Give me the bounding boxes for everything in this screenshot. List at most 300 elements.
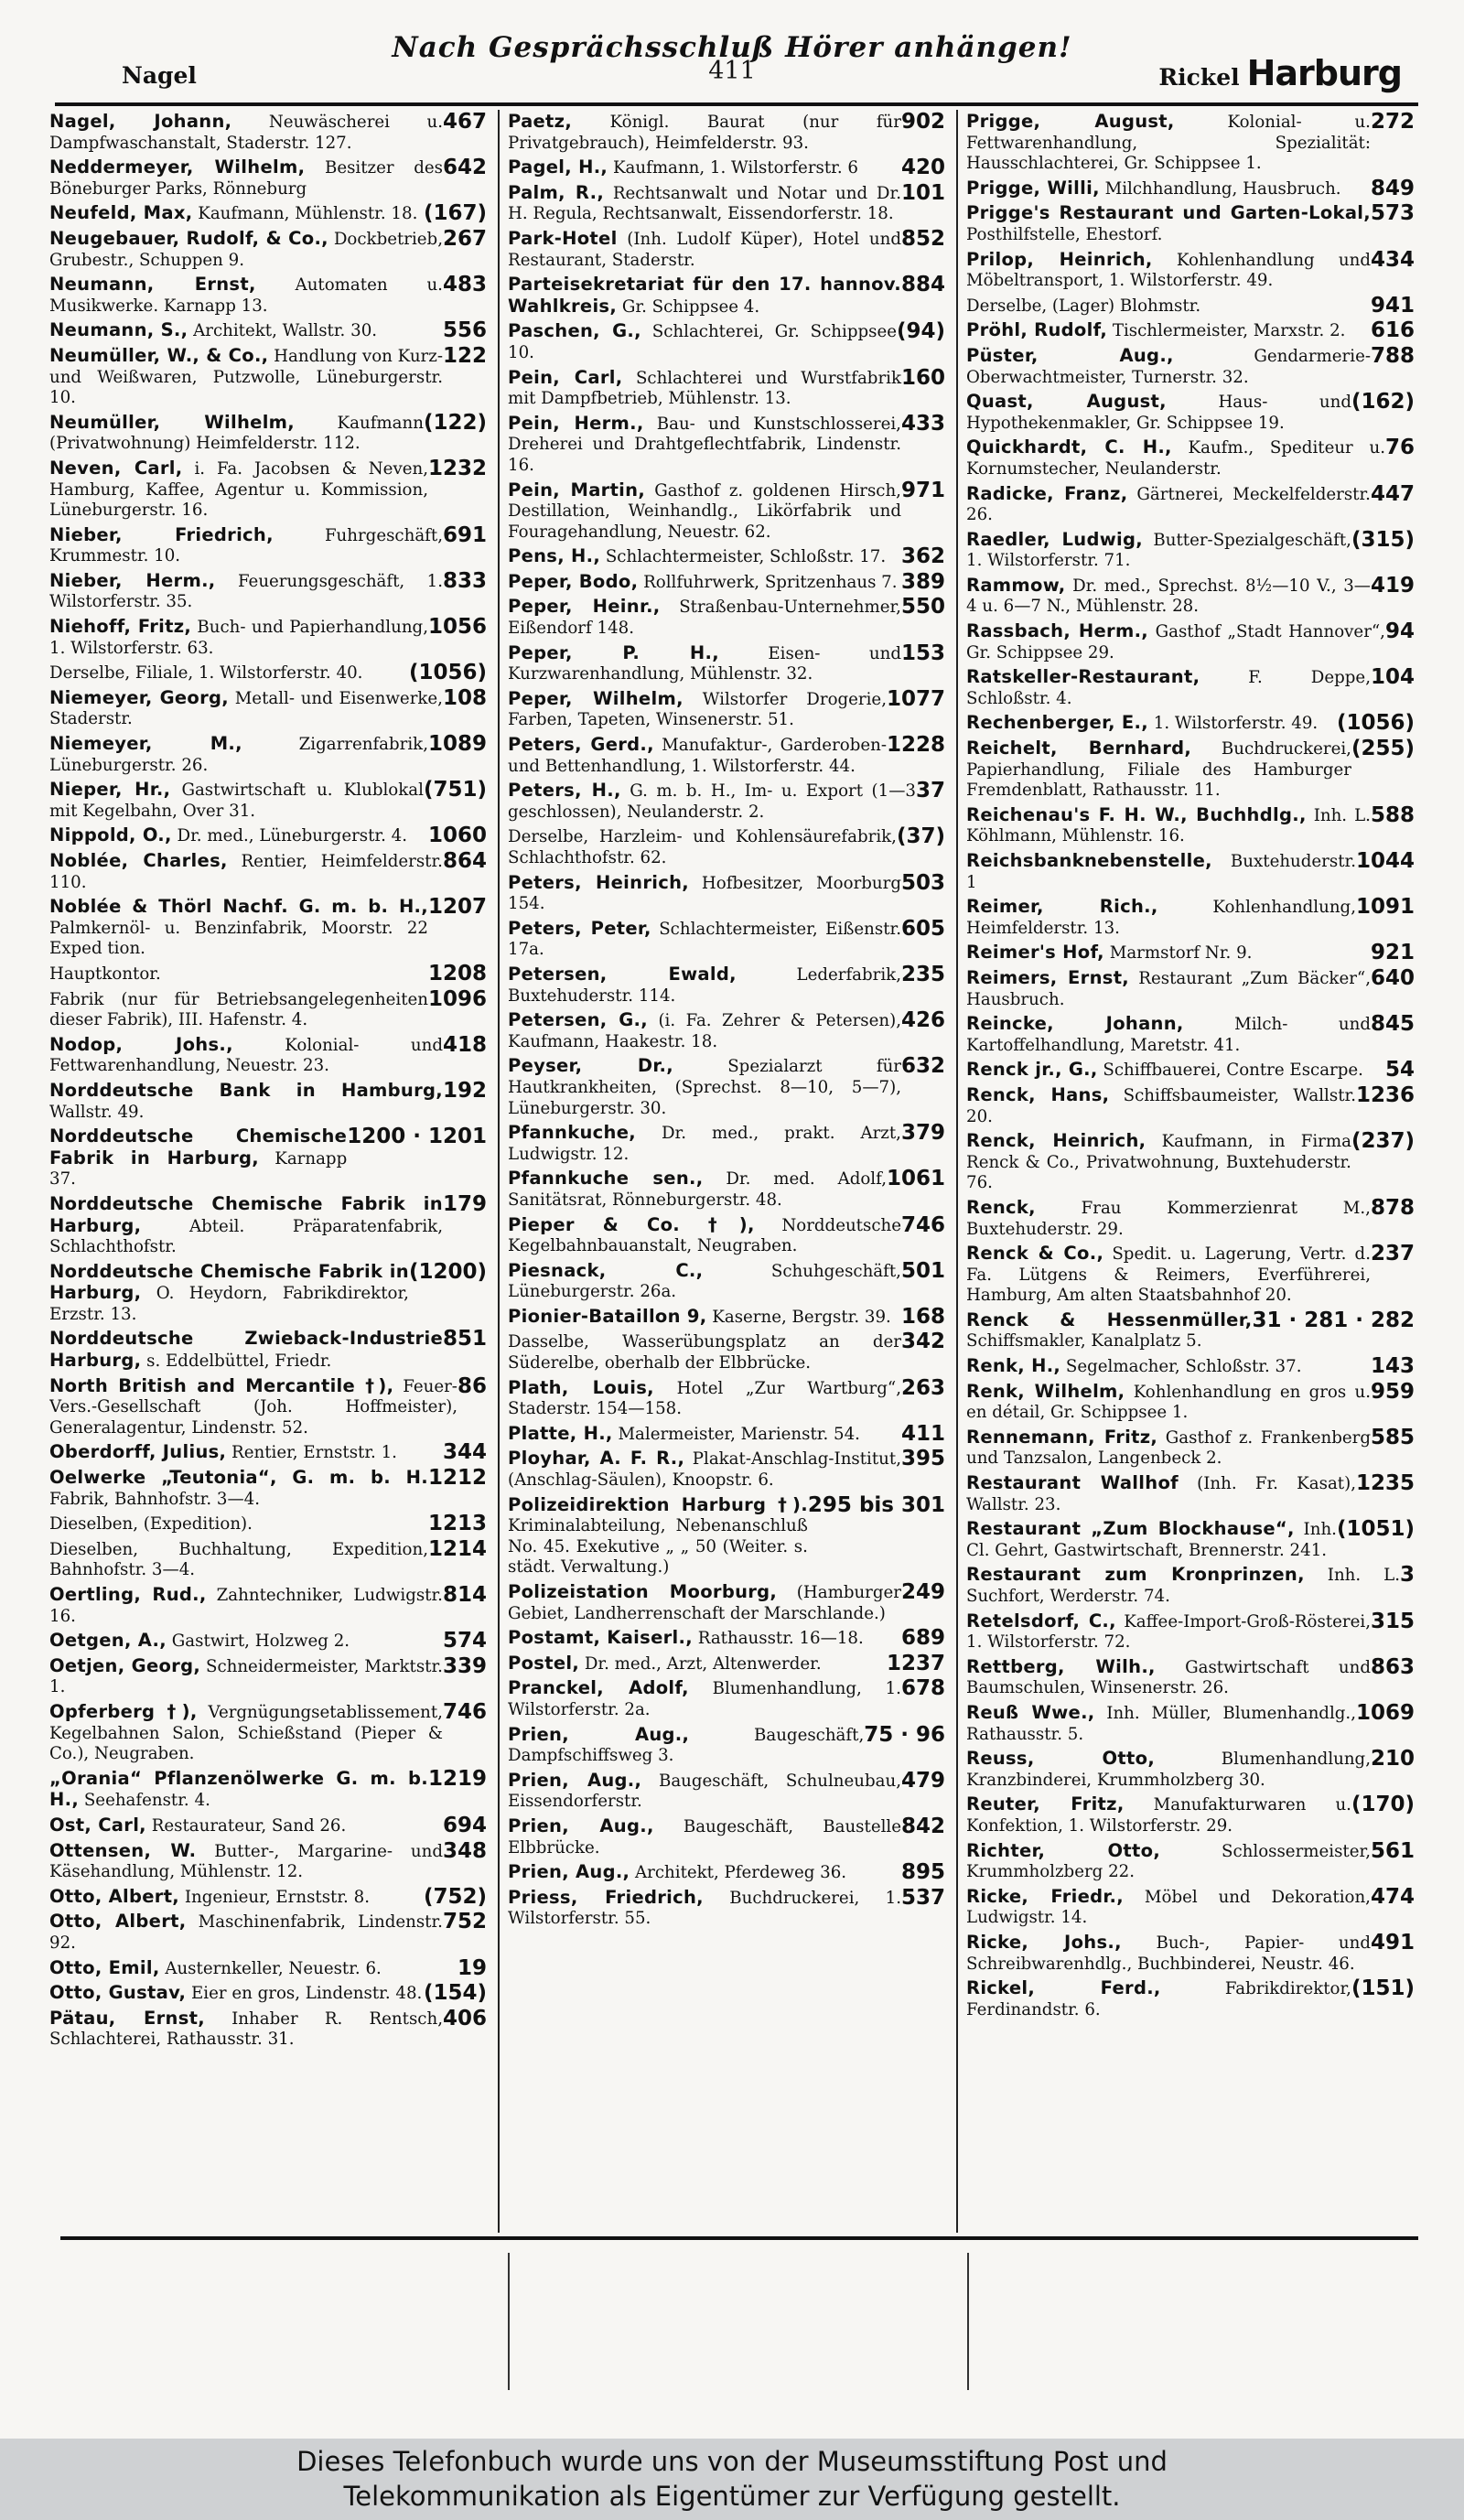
entry-name: Pfannkuche sen.,: [508, 1168, 704, 1190]
entry-details: Dasselbe, Wasserübungsplatz an der Süderelbe, oberhalb der Elbbrücke.: [508, 1332, 901, 1373]
entry-name: Peper, Heinr.,: [508, 596, 661, 618]
directory-entry: [966, 1700, 1415, 1745]
phone-number: 746: [900, 1212, 945, 1237]
entry-details: Austernkeller, Neuestr. 6.: [165, 1958, 382, 1978]
phone-number: 788: [1370, 343, 1415, 368]
entry-name: Opferberg †),: [49, 1700, 198, 1722]
bottom-rule: [60, 2236, 1418, 2240]
footer-line-1: Dieses Telefonbuch wurde uns von der Museumsstiftung Post und: [296, 2446, 1168, 2477]
directory-entry: [966, 1082, 1415, 1127]
directory-entry: [49, 662, 487, 684]
entry-name: Reuter, Fritz,: [966, 1793, 1125, 1815]
entry-details: Kaufmann, Mühlenstr. 18.: [198, 204, 418, 224]
directory-entry: [508, 1492, 945, 1578]
phone-number: 1060: [427, 824, 487, 848]
entry-details: Möbel und Dekoration, Ludwigstr. 14.: [966, 1887, 1371, 1928]
phone-number: (37): [896, 824, 945, 849]
entry-details: Spezialarzt für Hautkrankheiten, (Sprechst. 8—10, 5—7), Lüneburgerstr. 30.: [508, 1057, 901, 1118]
entry-name: Rennemann, Fritz,: [966, 1426, 1158, 1448]
phone-number: 921: [1370, 941, 1415, 965]
phone-number: 348: [442, 1838, 487, 1863]
entry-name: Neumann, Ernst,: [49, 274, 256, 296]
directory-entry: [966, 713, 1415, 735]
directory-entry: [966, 320, 1415, 342]
phone-number: 851: [442, 1327, 487, 1352]
entry-details: Inh. L. Suchfort, Werderstr. 74.: [966, 1566, 1400, 1606]
entry-name: „Orania“ Pflanzenölwerke G. m. b. H.,: [49, 1767, 428, 1811]
directory-entry: [49, 458, 487, 522]
directory-entry: [508, 1653, 945, 1675]
column-divider: [956, 110, 958, 2233]
entry-details: Lederfabrik, Buxtehuderstr. 114.: [508, 964, 901, 1006]
entry-name: Postel,: [508, 1652, 580, 1674]
phone-number: (151): [1351, 1976, 1415, 2001]
entry-details: Straßenbau-Unternehmer, Eißendorf 148.: [508, 598, 901, 639]
directory-entry: [966, 965, 1415, 1010]
directory-entry: [49, 986, 487, 1031]
directory-entry: [49, 1259, 487, 1326]
entry-name: Reimer's Hof,: [966, 942, 1104, 964]
header-city: Harburg: [1246, 53, 1402, 93]
entry-details: Fabrik, Bahnhofstr. 3—4.: [49, 1489, 261, 1509]
phone-number: 153: [900, 641, 945, 665]
directory-entry: [966, 178, 1415, 200]
entry-details: Schlachterei, Gr. Schippsee 10.: [508, 322, 897, 362]
phone-number: 434: [1370, 247, 1415, 272]
entry-details: (Inh. Fr. Kasat), Wallstr. 23.: [966, 1474, 1356, 1514]
directory-entry: [508, 597, 945, 639]
column-2: [508, 112, 945, 2233]
directory-entry: [966, 392, 1415, 434]
entry-name: Raedler, Ludwig,: [966, 528, 1143, 550]
directory-entry: [966, 897, 1415, 939]
directory-entry: [508, 180, 945, 225]
entry-details: Schiffsmakler, Kanalplatz 5.: [966, 1331, 1202, 1352]
entry-details: Bau- und Kunstschlosserei, Dreherei und Drahtgeflechtfabrik, Lindenstr. 16.: [508, 414, 901, 475]
entry-name: Oertling, Rud.,: [49, 1584, 207, 1605]
phone-number: 1044: [1355, 849, 1415, 873]
phone-number: 411: [900, 1421, 945, 1446]
directory-entry: [49, 1983, 487, 2005]
phone-number: 1235: [1355, 1471, 1415, 1496]
phone-number: 814: [442, 1583, 487, 1607]
entry-details: (Hamburger Gebiet, Landherrenschaft der Marschlande.): [508, 1583, 901, 1623]
entry-details: Malermeister, Marienstr. 54.: [618, 1424, 860, 1444]
phone-number: 86: [457, 1373, 487, 1398]
phone-number: 678: [900, 1676, 945, 1701]
entry-name: Renck jr., G.,: [966, 1059, 1098, 1081]
entry-name: Renck, Hans,: [966, 1083, 1110, 1105]
entry-details: Feuerungsgeschäft, 1. Wilstorferstr. 35.: [49, 571, 443, 612]
directory-entry: [49, 780, 487, 822]
phone-number: 249: [900, 1580, 945, 1604]
entry-details: Baugeschäft, Dampfschiffsweg 3.: [508, 1725, 865, 1766]
directory-entry: [49, 275, 487, 317]
directory-entry: [49, 1699, 487, 1765]
entry-details: Architekt, Wallstr. 30.: [193, 321, 378, 341]
entry-name: Rettberg, Wilh.,: [966, 1655, 1156, 1677]
phone-number: 616: [1370, 318, 1415, 343]
phone-number: 1089: [427, 732, 487, 757]
entry-name: Platte, H.,: [508, 1422, 613, 1444]
entry-details: Dockbetrieb, Grubestr., Schuppen 9.: [49, 229, 443, 270]
entry-details: Buch- und Papierhandlung, 1. Wilstorferstr. 63.: [49, 618, 428, 658]
directory-entry: [508, 1056, 945, 1119]
directory-entry: [508, 1304, 945, 1329]
entry-details: Königl. Baurat (nur für Privatgebrauch), Heimfelderstr. 93.: [508, 113, 901, 153]
entry-name: Noblée & Thörl Nachf. G. m. b. H.,: [49, 896, 428, 918]
entry-name: Ratskeller-Restaurant,: [966, 666, 1200, 688]
directory-entry: [966, 942, 1415, 964]
entry-name: Paetz,: [508, 112, 573, 132]
column-stub: [508, 2253, 510, 2390]
entry-name: Peper, Wilhelm,: [508, 687, 684, 709]
entry-details: Feuer-Vers.-Gesellschaft (Joh. Hoffmeister), Generalagentur, Lindenstr. 52.: [49, 1376, 458, 1438]
column-stub: [967, 2253, 969, 2390]
phone-number: 19: [457, 1955, 487, 1980]
entry-name: Piesnack, C.,: [508, 1259, 704, 1281]
directory-entry: [966, 1473, 1415, 1515]
entry-name: Rammow,: [966, 574, 1066, 596]
entry-name: Plath, Louis,: [508, 1376, 654, 1398]
entry-name: Renck, Heinrich,: [966, 1130, 1146, 1152]
entry-name: Neumüller, W., & Co.,: [49, 344, 269, 366]
directory-entry: [508, 643, 945, 685]
entry-details: Derselbe, (Lager) Blohmstr.: [966, 296, 1201, 316]
column-3: [966, 112, 1415, 2233]
entry-name: Pfannkuche,: [508, 1122, 636, 1144]
entry-details: Kohlenhandlung und Möbeltransport, 1. Wilstorferstr. 49.: [966, 250, 1371, 291]
phone-number: 941: [1370, 293, 1415, 318]
phone-number: 556: [442, 318, 487, 343]
entry-name: Peters, Peter,: [508, 917, 651, 939]
directory-entry: [508, 1010, 945, 1052]
entry-name: Reincke, Johann,: [966, 1013, 1184, 1035]
entry-details: Kohlenhandlung en gros u. en détail, Gr. Schippsee 1.: [966, 1382, 1371, 1423]
entry-details: Handlung von Kurz- und Weißwaren, Putzwolle, Lüneburgerstr. 10.: [49, 346, 443, 408]
entry-name: Ricke, Johs.,: [966, 1931, 1122, 1953]
phone-number: 160: [900, 365, 945, 390]
entry-name: Oelwerke „Teutonia“, G. m. b. H.: [49, 1467, 428, 1489]
phone-number: 689: [900, 1626, 945, 1651]
directory-entry: [966, 1838, 1415, 1883]
entry-name: Otto, Gustav,: [49, 1982, 187, 2004]
entry-details: Schneidermeister, Marktstr. 1.: [49, 1656, 443, 1697]
phone-number: 168: [900, 1304, 945, 1329]
entry-details: Inhaber R. Rentsch, Schlachterei, Rathausstr. 31.: [49, 2008, 443, 2050]
phone-number: 550: [900, 595, 945, 619]
entry-details: Blumenhandlung, 1. Wilstorferstr. 2a.: [508, 1679, 901, 1719]
entry-name: Peters, Gerd.,: [508, 734, 654, 756]
directory-entry: [49, 685, 487, 730]
phone-number: 574: [442, 1629, 487, 1653]
phone-number: 467: [442, 112, 487, 134]
directory-entry: [508, 1678, 945, 1720]
entry-details: Gendarmerie-Oberwachtmeister, Turnerstr. 32.: [966, 346, 1371, 387]
entry-name: Niemeyer, Georg,: [49, 686, 229, 708]
directory-entry: [508, 321, 945, 363]
phone-number: 852: [900, 226, 945, 251]
phone-number: 237: [1370, 1242, 1415, 1266]
entry-name: Püster, Aug.,: [966, 344, 1174, 366]
entry-details: Gasthof z. goldenen Hirsch, Destillation, Weinhandlg., Likörfabrik und Fouragehandlung, Neuestr. 62.: [508, 480, 901, 542]
entry-details: Kolonial- und Fettwarenhandlung, Neuestr. 23.: [49, 1035, 443, 1076]
entry-details: Gastwirt, Holzweg 2.: [171, 1632, 350, 1652]
entry-details: Kaufm., Spediteur u. Kornumstecher, Neulanderstr.: [966, 438, 1385, 479]
directory-entry: [49, 897, 487, 960]
entry-name: Neugebauer, Rudolf, & Co.,: [49, 227, 328, 249]
phone-number: 143: [1370, 1354, 1415, 1379]
directory-entry: [49, 410, 487, 455]
directory-entry: [508, 1448, 945, 1491]
entry-name: Reichelt, Bernhard,: [966, 738, 1192, 759]
entry-name: Peters, Heinrich,: [508, 871, 689, 893]
entry-name: Pranckel, Adolf,: [508, 1677, 689, 1699]
header-last-entry: Rickel: [1158, 64, 1240, 91]
entry-name: Neumüller, Wilhelm,: [49, 411, 296, 433]
directory-entry: [966, 1930, 1415, 1975]
phone-number: 406: [442, 2006, 487, 2030]
entry-name: Richter, Otto,: [966, 1839, 1161, 1861]
entry-details: Automaten u. Musikwerke. Karnapp 13.: [49, 275, 443, 316]
entry-details: Kaffee-Import-Groß-Rösterei, 1. Wilstorferstr. 72.: [966, 1611, 1371, 1653]
entry-details: Kriminalabteilung, Nebenanschluß No. 45. Exekutive „ „ 50 (Weiter. s. städt. Verwaltung.): [508, 1516, 808, 1578]
phone-number: (752): [423, 1884, 487, 1909]
phone-number: (154): [423, 1981, 487, 2006]
directory-entry: [508, 1123, 945, 1165]
entry-details: 1. Wilstorferstr. 49.: [1153, 714, 1319, 734]
entry-name: Parteisekretariat für den 17. hannov. Wahlkreis,: [508, 274, 901, 317]
phone-number: 419: [1370, 573, 1415, 598]
directory-entry: [508, 275, 945, 318]
directory-entry: [966, 1749, 1415, 1791]
directory-entry: [966, 1379, 1415, 1424]
phone-number: 1219: [427, 1766, 487, 1791]
directory-entry: [508, 1885, 945, 1930]
directory-entry: [966, 203, 1415, 245]
directory-entry: [49, 1838, 487, 1883]
entry-details: O. Heydorn, Fabrikdirektor, Erzstr. 13.: [49, 1284, 409, 1324]
directory-entry: [508, 569, 945, 594]
directory-entry: [966, 1060, 1415, 1082]
phone-number: 1069: [1355, 1700, 1415, 1725]
entry-name: Pein, Herm.,: [508, 412, 644, 434]
directory-entry: [966, 802, 1415, 847]
entry-name: Petersen, G.,: [508, 1009, 648, 1031]
entry-name: North British and Mercantile †),: [49, 1374, 394, 1396]
directory-entry: [508, 1768, 945, 1813]
entry-name: Nieper, Hr.,: [49, 779, 171, 801]
entry-name: Quickhardt, C. H.,: [966, 436, 1172, 458]
entry-name: Ployhar, A. F. R.,: [508, 1448, 685, 1470]
directory-entry: [508, 411, 945, 477]
directory-entry: [966, 1244, 1415, 1307]
entry-details: Maschinenfabrik, Lindenstr. 92.: [49, 1912, 443, 1953]
phone-number: 691: [442, 522, 487, 547]
entry-name: Peper, Bodo,: [508, 570, 639, 592]
phone-number: 1237: [886, 1651, 945, 1675]
directory-entry: [49, 1766, 487, 1812]
directory-entry: [508, 546, 945, 568]
entry-details: Derselbe, Filiale, 1. Wilstorferstr. 40.: [49, 663, 363, 684]
phone-number: 474: [1370, 1884, 1415, 1909]
directory-entry: [49, 1653, 487, 1698]
phone-number: 1061: [886, 1167, 945, 1191]
entry-name: Reuss, Otto,: [966, 1748, 1156, 1770]
entry-name: Renck,: [966, 1196, 1036, 1218]
entry-details: Butter-Spezialgeschäft, 1. Wilstorferstr. 71.: [966, 530, 1351, 571]
entry-name: Otto, Albert,: [49, 1885, 180, 1907]
directory-entry: [966, 1014, 1415, 1056]
entry-details: (i. Fa. Zehrer & Petersen), Kaufmann, Haakestr. 18.: [508, 1011, 901, 1051]
directory-entry: [966, 481, 1415, 526]
directory-entry: [49, 157, 487, 199]
phone-number: 483: [442, 273, 487, 297]
entry-name: Renck & Co.,: [966, 1243, 1104, 1265]
phone-number: (751): [423, 778, 487, 802]
directory-entry: [49, 1536, 487, 1581]
entry-details: Buchdruckerei, 1. Wilstorferstr. 55.: [508, 1888, 901, 1929]
entry-details: Kaufmann (Privatwohnung) Heimfelderstr. 112.: [49, 413, 424, 454]
entry-name: Pagel, H.,: [508, 156, 608, 178]
phone-number: 694: [442, 1813, 487, 1837]
phone-number: 379: [900, 1121, 945, 1146]
entry-name: Ottensen, W.: [49, 1839, 197, 1861]
entry-details: Segelmacher, Schloßstr. 37.: [1065, 1357, 1302, 1377]
directory-entry: [508, 1816, 945, 1858]
entry-details: Zahntechniker, Ludwigstr. 16.: [49, 1586, 443, 1626]
phone-number: 503: [900, 870, 945, 895]
directory-entry: [49, 522, 487, 567]
entry-details: Milchhandlung, Hausbruch.: [1104, 178, 1341, 199]
directory-entry: [508, 870, 945, 915]
phone-number: 101: [900, 180, 945, 205]
directory-entry: [49, 1912, 487, 1954]
entry-details: Norddeutsche Kegelbahnbauanstalt, Neugraben.: [508, 1215, 901, 1256]
entry-details: Rollfuhrwerk, Spritzenhaus 7.: [643, 572, 898, 592]
entry-name: Prien, Aug.,: [508, 1815, 654, 1836]
entry-name: Prilop, Heinrich,: [966, 248, 1153, 270]
entry-name: Pätau, Ernst,: [49, 2007, 205, 2029]
directory-entry: [49, 961, 487, 985]
entry-name: Prien, Aug.,: [508, 1769, 642, 1791]
directory-entry: [966, 112, 1415, 175]
phone-number: 479: [900, 1768, 945, 1793]
phone-number: 884: [900, 273, 945, 297]
entry-details: Milch- und Kartoffelhandlung, Maretstr. 41.: [966, 1015, 1371, 1055]
entry-details: Kaufmann, 1. Wilstorferstr. 6: [612, 158, 858, 178]
phone-number: (1056): [1336, 711, 1415, 736]
phone-number: 122: [442, 343, 487, 368]
phone-number: 1208: [427, 961, 487, 985]
entry-name: Peters, H.,: [508, 780, 621, 802]
entry-name: Reimers, Ernst,: [966, 966, 1130, 988]
directory-entry: [49, 203, 487, 225]
directory-entry: [508, 826, 945, 868]
entry-details: Tischlermeister, Marxstr. 2.: [1112, 321, 1346, 341]
directory-entry: [508, 1331, 945, 1373]
directory-entry: [966, 1356, 1415, 1378]
entry-name: Restaurant Wallhof: [966, 1472, 1179, 1494]
directory-entry: [49, 226, 487, 271]
entry-details: Buch-, Papier- und Schreibwarenhdlg., Buchbinderei, Neustr. 46.: [966, 1933, 1371, 1974]
directory-entry: [49, 320, 487, 342]
directory-entry: [49, 617, 487, 659]
entry-details: Schuhgeschäft, Lüneburgerstr. 26a.: [508, 1261, 901, 1302]
phone-number: 76: [1384, 436, 1415, 460]
entry-details: Neuwäscherei u. Dampfwaschanstalt, Staderstr. 127.: [49, 113, 443, 153]
entry-name: Reimer, Rich.,: [966, 896, 1158, 918]
directory-entry: [508, 1628, 945, 1650]
directory-entry: [508, 157, 945, 179]
entry-details: Baugeschäft, Baustelle Elbbrücke.: [508, 1816, 901, 1858]
entry-name: Noblée, Charles,: [49, 850, 228, 871]
phone-number: 971: [900, 478, 945, 502]
directory-entry: [49, 825, 487, 847]
directory-entry: [966, 1978, 1415, 2020]
directory-entry: [966, 621, 1415, 663]
phone-number: 642: [442, 156, 487, 180]
phone-number: 561: [1370, 1838, 1415, 1863]
phone-number: 746: [442, 1699, 487, 1724]
directory-entry: [49, 1329, 487, 1372]
phone-number: 94: [1384, 619, 1415, 644]
entry-details: Kaufmann, in Firma Renck & Co., Privatwohnung, Buxtehuderstr. 76.: [966, 1132, 1351, 1193]
phone-number: 31 · 281 · 282: [1252, 1308, 1415, 1332]
entry-name: Polizeidirektion Harburg †).: [508, 1493, 808, 1515]
phone-number: 315: [1370, 1609, 1415, 1633]
entry-name: Park-Hotel: [508, 227, 618, 249]
entry-details: Schiffsbaumeister, Wallstr. 20.: [966, 1085, 1356, 1126]
phone-number: 632: [900, 1054, 945, 1079]
directory-entry: [49, 851, 487, 893]
directory-entry: [49, 568, 487, 613]
entry-name: Nippold, O.,: [49, 824, 172, 846]
directory-entry: [508, 1258, 945, 1303]
provenance-footer: [0, 2439, 1464, 2520]
entry-name: Niemeyer, M.,: [49, 733, 242, 755]
footer-line-2: Telekommunikation als Eigentümer zur Verfügung gestellt.: [343, 2481, 1121, 2512]
phone-number: 895: [900, 1860, 945, 1885]
directory-entry: [966, 1195, 1415, 1240]
entry-details: Palmkernöl- u. Benzinfabrik, Moorstr. 22 Exped tion.: [49, 918, 428, 959]
phone-number: 588: [1370, 802, 1415, 827]
directory-entry: [966, 1794, 1415, 1836]
entry-details: Gr. Schippsee 4.: [621, 296, 760, 317]
entry-details: Gärtnerei, Meckelfelderstr. 26.: [966, 484, 1371, 525]
phone-number: 54: [1384, 1058, 1415, 1082]
entry-details: Fabrikdirektor, Ferdinandstr. 6.: [966, 1979, 1351, 2019]
phone-number: 104: [1370, 665, 1415, 690]
phone-number: 344: [442, 1440, 487, 1465]
entry-details: i. Fa. Jacobsen & Neven, Hamburg, Kaffee, Agentur u. Kommission, Lüneburgerstr. 16.: [49, 458, 428, 521]
phone-number: 573: [1370, 201, 1415, 226]
header-first-name: Nagel: [122, 62, 197, 89]
phone-number: 37: [915, 779, 945, 803]
entry-name: Niehoff, Fritz,: [49, 616, 192, 638]
phone-number: 210: [1370, 1747, 1415, 1772]
entry-name: Postamt, Kaiserl.,: [508, 1627, 693, 1649]
directory-entry: [966, 1611, 1415, 1653]
phone-number: 833: [442, 568, 487, 593]
entry-name: Prigge's Restaurant und Garten-Lokal,: [966, 202, 1371, 224]
directory-entry: [966, 667, 1415, 709]
entry-details: Gasthof „Stadt Hannover“, Gr. Schippsee 29.: [966, 622, 1385, 662]
phone-number: 1213: [427, 1512, 487, 1536]
phone-number: 295 bis 301: [807, 1492, 945, 1517]
entry-details: Dr. med., Sprechst. 8½—10 V., 3—4 u. 6—7 N., Mühlenstr. 28.: [966, 576, 1371, 617]
entry-name: Renk, Wilhelm,: [966, 1380, 1125, 1402]
